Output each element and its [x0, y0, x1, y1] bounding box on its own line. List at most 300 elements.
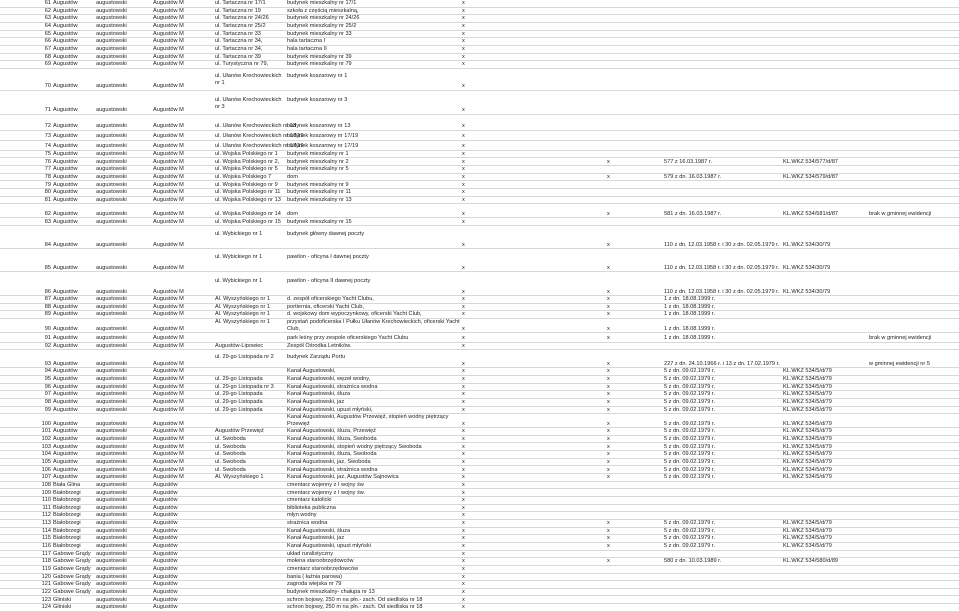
- object-cell: budynek główny dawnej poczty: [287, 231, 365, 238]
- object-cell: budynek koszarowy nr 13: [287, 123, 351, 130]
- city-cell: Augustów: [53, 218, 78, 225]
- commune-cell: Augustów M: [153, 335, 184, 342]
- commune-cell: Augustów M: [153, 241, 184, 248]
- commune-cell: Augustów M: [153, 38, 184, 45]
- register-date-cell: 5 z dn. 09.02.1979 r.: [664, 383, 716, 390]
- row-number: 111: [42, 504, 51, 511]
- county-cell: augustowski: [96, 241, 127, 248]
- commune-cell: Augustów M: [153, 46, 184, 53]
- county-cell: augustowski: [96, 181, 127, 188]
- city-cell: Augustów: [53, 143, 78, 150]
- city-cell: Augustów: [53, 406, 78, 413]
- address-cell: ul. Ułanów Krechowieckich nr 3: [215, 96, 282, 110]
- row-number: 114: [42, 527, 51, 534]
- table-row: [0, 231, 959, 249]
- note-cell: w gminnej ewidencji nr 5: [869, 360, 930, 367]
- mark-cell: x: [462, 451, 465, 458]
- address-cell: ul. Swoboda: [215, 458, 246, 465]
- city-cell: Augustów: [53, 311, 78, 318]
- object-cell: budynek mieszkalny nr 11: [287, 189, 352, 196]
- object-cell: szkoła z częścią mieszkalną,: [287, 7, 359, 14]
- county-cell: augustowski: [96, 466, 127, 473]
- row-number: 64: [44, 23, 51, 30]
- commune-cell: Augustów M: [153, 143, 184, 150]
- mark-cell: x: [462, 143, 465, 150]
- commune-cell: Augustów M: [153, 383, 184, 390]
- object-cell: biblioteka publiczna: [287, 504, 336, 511]
- mark-cell: x: [462, 288, 465, 295]
- mark-cell: x: [462, 123, 465, 130]
- county-cell: augustowski: [96, 360, 127, 367]
- mark-cell: x: [462, 196, 465, 203]
- commune-cell: Augustów M: [153, 61, 184, 68]
- commune-cell: Augustów: [153, 596, 178, 603]
- table-row: [0, 407, 959, 415]
- commune-cell: Augustów: [153, 566, 178, 573]
- county-cell: augustowski: [96, 264, 127, 271]
- register-date-cell: 5 z dn. 09.02.1979 r.: [664, 435, 716, 442]
- commune-cell: Augustów M: [153, 158, 184, 165]
- mark-cell: x: [462, 497, 465, 504]
- object-cell: schron bojowy, 250 m na płn.- zach. Od siedliska nr 18: [287, 596, 423, 603]
- address-cell: ul. Swoboda: [215, 451, 246, 458]
- row-number: 62: [44, 7, 51, 14]
- register-date-cell: 5 z dn. 09.02.1979 r.: [664, 443, 716, 450]
- city-cell: Augustów: [53, 391, 78, 398]
- county-cell: augustowski: [96, 391, 127, 398]
- object-cell: Kanał Augustowski, śluza, Swoboda: [287, 435, 377, 442]
- city-cell: Augustów: [53, 342, 78, 349]
- mark-cell: x: [462, 38, 465, 45]
- mark-cell: x: [462, 588, 465, 595]
- row-number: 87: [44, 296, 51, 303]
- county-cell: augustowski: [96, 458, 127, 465]
- county-cell: augustowski: [96, 46, 127, 53]
- city-cell: Białobrzegi: [53, 512, 81, 519]
- mark-cell: x: [462, 158, 465, 165]
- table-row: [0, 31, 959, 39]
- commune-cell: Augustów M: [153, 218, 184, 225]
- mark-cell: x: [462, 241, 465, 248]
- object-cell: budynek mieszkalny nr 13: [287, 196, 352, 203]
- row-number: 102: [41, 435, 51, 442]
- row-number: 69: [44, 61, 51, 68]
- address-cell: ul. Wybickiego nr 1: [215, 231, 263, 238]
- mark-cell: x: [607, 311, 610, 318]
- object-cell: Kanał Augustowski, jaz: [287, 399, 345, 406]
- object-cell: Kanał Augustowski, jaz, Swoboda: [287, 458, 371, 465]
- register-date-cell: 110 z dn. 12.03.1958 r. i 30 z dn. 02.05.1979 r.: [664, 241, 780, 248]
- object-cell: cmentarz wojenny z I wojny św.: [287, 489, 366, 496]
- city-cell: Augustów: [53, 189, 78, 196]
- county-cell: augustowski: [96, 38, 127, 45]
- object-cell: dom: [287, 173, 298, 180]
- address-cell: ul. Tartaczna nr 39: [215, 53, 261, 60]
- mark-cell: x: [462, 325, 465, 332]
- table-row: [0, 0, 959, 8]
- county-cell: augustowski: [96, 543, 127, 550]
- row-number: 68: [44, 53, 51, 60]
- register-number-cell: KL.WKZ 534/5/d/79: [783, 383, 832, 390]
- address-cell: ul. Tartaczna nr 25/2: [215, 23, 266, 30]
- mark-cell: x: [462, 368, 465, 375]
- row-number: 74: [44, 143, 51, 150]
- mark-cell: x: [462, 399, 465, 406]
- county-cell: augustowski: [96, 406, 127, 413]
- commune-cell: Augustów: [153, 604, 178, 611]
- mark-cell: x: [462, 543, 465, 550]
- address-cell: Al. Wyszyńskiego 1: [215, 474, 264, 481]
- register-date-cell: 5 z dn. 09.02.1979 r.: [664, 391, 716, 398]
- mark-cell: x: [462, 30, 465, 37]
- county-cell: augustowski: [96, 311, 127, 318]
- object-cell: budynek koszarowy nr 17/19: [287, 143, 359, 150]
- table-row: [0, 166, 959, 174]
- county-cell: augustowski: [96, 173, 127, 180]
- object-cell: Zespół Ośrodka Letników.: [287, 342, 352, 349]
- object-cell: hala tartaczna II: [287, 46, 327, 53]
- table-row: [0, 131, 959, 141]
- table-row: [0, 54, 959, 62]
- county-cell: augustowski: [96, 15, 127, 22]
- commune-cell: Augustów: [153, 504, 178, 511]
- commune-cell: Augustów: [153, 481, 178, 488]
- table-row: [0, 551, 959, 559]
- table-row: [0, 535, 959, 543]
- mark-cell: x: [607, 173, 610, 180]
- county-cell: augustowski: [96, 535, 127, 542]
- address-cell: Al. Wyszyńskiego nr 1: [215, 311, 270, 318]
- table-row: [0, 141, 959, 151]
- county-cell: augustowski: [96, 325, 127, 332]
- mark-cell: x: [462, 604, 465, 611]
- object-cell: budynek mieszkalny nr 2: [287, 158, 349, 165]
- register-number-cell: KL.WKZ 534/5/d/79: [783, 451, 832, 458]
- city-cell: Augustów: [53, 325, 78, 332]
- note-cell: brak w gminnej ewidencji: [869, 210, 932, 217]
- table-row: [0, 444, 959, 452]
- county-cell: augustowski: [96, 489, 127, 496]
- note-cell: brak w gminnej ewidencji: [869, 335, 932, 342]
- register-date-cell: 5 z dn. 09.02.1979 r.: [664, 406, 716, 413]
- mark-cell: x: [462, 550, 465, 557]
- county-cell: augustowski: [96, 604, 127, 611]
- register-date-cell: 579 z dn. 16.03.1987 r.: [664, 173, 722, 180]
- commune-cell: Augustów M: [153, 360, 184, 367]
- register-date-cell: 1 z dn. 18.08.1999 r.: [664, 296, 716, 303]
- address-cell: ul. Wojska Polskiego nr 15: [215, 218, 281, 225]
- table-row: [0, 558, 959, 566]
- register-number-cell: KL.WKZ 534/5/d/79: [783, 428, 832, 435]
- table-row: [0, 311, 959, 319]
- commune-cell: Augustów: [153, 543, 178, 550]
- register-number-cell: KL.WKZ 534/579/d/87: [783, 173, 839, 180]
- table-row: [0, 218, 959, 226]
- object-cell: budynek mieszkalny nr 24/26: [287, 15, 360, 22]
- table-row: [0, 319, 959, 333]
- mark-cell: x: [462, 596, 465, 603]
- register-date-cell: 5 z dn. 09.02.1979 r.: [664, 466, 716, 473]
- commune-cell: Augustów: [153, 520, 178, 527]
- mark-cell: x: [607, 241, 610, 248]
- commune-cell: Augustów: [153, 581, 178, 588]
- mark-cell: x: [607, 466, 610, 473]
- address-cell: ul. Wojska Polskiego 7: [215, 173, 272, 180]
- county-cell: augustowski: [96, 288, 127, 295]
- commune-cell: Augustów M: [153, 133, 184, 140]
- object-cell: pawilon - oficyna II dawnej poczty: [287, 278, 371, 285]
- mark-cell: x: [607, 435, 610, 442]
- mark-cell: x: [462, 15, 465, 22]
- county-cell: augustowski: [96, 7, 127, 14]
- county-cell: augustowski: [96, 0, 127, 7]
- row-number: 101: [41, 428, 51, 435]
- object-cell: pawilon - oficyna I dawnej poczty: [287, 254, 369, 261]
- city-cell: Augustów: [53, 443, 78, 450]
- city-cell: Augustów: [53, 23, 78, 30]
- address-cell: ul. Ułanów Krechowieckich nr 13: [215, 123, 296, 130]
- commune-cell: Augustów M: [153, 435, 184, 442]
- city-cell: Gabowe Grądy: [53, 566, 91, 573]
- row-number: 80: [44, 189, 51, 196]
- row-number: 119: [42, 566, 51, 573]
- commune-cell: Augustów M: [153, 7, 184, 14]
- mark-cell: x: [607, 158, 610, 165]
- commune-cell: Augustów: [153, 573, 178, 580]
- mark-cell: x: [462, 61, 465, 68]
- address-cell: ul. Wojska Polskiego nr 5: [215, 166, 278, 173]
- register-date-cell: 227 z dn. 24.10.1966 r. i 13 z dn. 17.02.1979 r.: [664, 360, 780, 367]
- city-cell: Augustów: [53, 0, 78, 7]
- mark-cell: x: [607, 303, 610, 310]
- commune-cell: Augustów M: [153, 342, 184, 349]
- address-cell: Augustów-Lipowiec: [215, 342, 264, 349]
- object-cell: budynek mieszkalny nr 15: [287, 218, 352, 225]
- address-cell: ul. Wojska Polskiego nr 14: [215, 210, 281, 217]
- mark-cell: x: [607, 335, 610, 342]
- city-cell: Gabowe Grądy: [53, 588, 91, 595]
- county-cell: augustowski: [96, 23, 127, 30]
- table-row: [0, 497, 959, 505]
- commune-cell: Augustów: [153, 550, 178, 557]
- county-cell: augustowski: [96, 550, 127, 557]
- register-date-cell: 110 z dn. 12.03.1958 r. i 30 z dn. 02.05.1979 r.: [664, 264, 780, 271]
- row-number: 79: [44, 181, 51, 188]
- table-row: [0, 604, 959, 612]
- table-row: [0, 189, 959, 197]
- row-number: 91: [44, 335, 51, 342]
- address-cell: ul. Ułanów Krechowieckich nr 1: [215, 72, 282, 86]
- address-cell: ul. Wojska Polskiego nr 11: [215, 189, 281, 196]
- mark-cell: x: [462, 376, 465, 383]
- object-cell: budynek mieszkalny nr 1: [287, 150, 349, 157]
- row-number: 118: [42, 558, 51, 565]
- mark-cell: x: [462, 181, 465, 188]
- register-number-cell: KL.WKZ 534/581/d/87: [783, 210, 839, 217]
- commune-cell: Augustów M: [153, 30, 184, 37]
- table-row: [0, 159, 959, 167]
- object-cell: Kanał Augustowski,: [287, 368, 336, 375]
- row-number: 106: [41, 466, 51, 473]
- mark-cell: x: [462, 360, 465, 367]
- table-row: [0, 459, 959, 467]
- commune-cell: Augustów M: [153, 443, 184, 450]
- object-cell: dom: [287, 210, 298, 217]
- table-row: [0, 23, 959, 31]
- city-cell: Augustów: [53, 335, 78, 342]
- address-cell: ul. Tartaczna nr 34,: [215, 38, 263, 45]
- table-row: [0, 543, 959, 551]
- row-number: 63: [44, 15, 51, 22]
- county-cell: augustowski: [96, 133, 127, 140]
- object-cell: Kanał Augustowski, jaz: [287, 535, 345, 542]
- table-row: [0, 46, 959, 54]
- mark-cell: x: [462, 107, 465, 114]
- address-cell: ul. 29-go Listopada: [215, 399, 263, 406]
- address-cell: ul. Wojska Polskiego nr 9: [215, 181, 278, 188]
- county-cell: augustowski: [96, 399, 127, 406]
- address-cell: ul. Wojska Polskiego nr 13: [215, 196, 281, 203]
- table-row: [0, 512, 959, 520]
- county-cell: augustowski: [96, 512, 127, 519]
- city-cell: Augustów: [53, 264, 78, 271]
- object-cell: Kanał Augustowski, stopień wodny piętrzący Swoboda: [287, 443, 422, 450]
- row-number: 107: [41, 474, 51, 481]
- object-cell: budynek mieszkalny nr 5: [287, 166, 349, 173]
- commune-cell: Augustów M: [153, 107, 184, 114]
- mark-cell: x: [462, 0, 465, 7]
- city-cell: Białobrzegi: [53, 527, 81, 534]
- row-number: 65: [44, 30, 51, 37]
- mark-cell: x: [462, 466, 465, 473]
- row-number: 75: [44, 150, 51, 157]
- table-row: [0, 197, 959, 205]
- commune-cell: Augustów: [153, 535, 178, 542]
- county-cell: augustowski: [96, 573, 127, 580]
- register-number-cell: KL.WKZ 534/5/d/79: [783, 368, 832, 375]
- register-number-cell: KL.WKZ 534/5/d/79: [783, 543, 832, 550]
- object-cell: budynek mieszkalny nr 39: [287, 53, 352, 60]
- commune-cell: Augustów: [153, 512, 178, 519]
- commune-cell: Augustów M: [153, 189, 184, 196]
- register-date-cell: 1 z dn. 18.08.1999 r.: [664, 325, 716, 332]
- mark-cell: x: [462, 383, 465, 390]
- object-cell: bania ( łaźnia parowa): [287, 573, 343, 580]
- row-number: 105: [41, 458, 51, 465]
- mark-cell: x: [607, 360, 610, 367]
- row-number: 108: [41, 481, 51, 488]
- commune-cell: Augustów M: [153, 288, 184, 295]
- mark-cell: x: [462, 420, 465, 427]
- county-cell: augustowski: [96, 420, 127, 427]
- row-number: 94: [44, 368, 51, 375]
- row-number: 95: [44, 376, 51, 383]
- register-number-cell: KL.WKZ 534/5/d/79: [783, 443, 832, 450]
- mark-cell: x: [462, 391, 465, 398]
- city-cell: Białobrzegi: [53, 497, 81, 504]
- register-date-cell: 1 z dn. 18.08.1999 r.: [664, 303, 716, 310]
- address-cell: ul. Wybickiego nr 1: [215, 254, 263, 261]
- mark-cell: x: [607, 391, 610, 398]
- table-row: [0, 97, 959, 115]
- row-number: 115: [42, 535, 51, 542]
- county-cell: augustowski: [96, 107, 127, 114]
- commune-cell: Augustów M: [153, 181, 184, 188]
- city-cell: Gabowe Grądy: [53, 558, 91, 565]
- row-number: 123: [41, 596, 51, 603]
- county-cell: augustowski: [96, 335, 127, 342]
- table-row: [0, 505, 959, 513]
- table-row: [0, 428, 959, 436]
- object-cell: budynek koszarowy nr 1: [287, 72, 348, 79]
- register-number-cell: KL.WKZ 534/5/d/79: [783, 527, 832, 534]
- mark-cell: x: [462, 46, 465, 53]
- county-cell: augustowski: [96, 504, 127, 511]
- city-cell: Augustów: [53, 241, 78, 248]
- mark-cell: x: [607, 368, 610, 375]
- row-number: 72: [44, 123, 51, 130]
- mark-cell: x: [607, 474, 610, 481]
- table-row: [0, 520, 959, 528]
- object-cell: zagroda wiejska nr 79: [287, 581, 342, 588]
- county-cell: augustowski: [96, 558, 127, 565]
- mark-cell: x: [607, 458, 610, 465]
- register-number-cell: KL.WKZ 534/5/d/79: [783, 535, 832, 542]
- city-cell: Augustów: [53, 53, 78, 60]
- row-number: 96: [44, 383, 51, 390]
- county-cell: augustowski: [96, 481, 127, 488]
- row-number: 90: [44, 325, 51, 332]
- address-cell: ul. Tartaczna nr 19: [215, 7, 261, 14]
- row-number: 104: [41, 451, 51, 458]
- city-cell: Augustów: [53, 210, 78, 217]
- row-number: 73: [44, 133, 51, 140]
- object-cell: Kanał Augustowski, śluza: [287, 527, 351, 534]
- mark-cell: x: [462, 264, 465, 271]
- address-cell: ul. 29-go Listopada nr 2: [215, 354, 274, 361]
- mark-cell: x: [462, 428, 465, 435]
- table-row: [0, 391, 959, 399]
- mark-cell: x: [462, 481, 465, 488]
- city-cell: Augustów: [53, 181, 78, 188]
- register-date-cell: 110 z dn. 12.03.1958 r. i 30 z dn. 02.05.1979 r.: [664, 288, 780, 295]
- register-date-cell: 5 z dn. 09.02.1979 r.: [664, 420, 716, 427]
- city-cell: Gabowe Grądy: [53, 573, 91, 580]
- table-row: [0, 343, 959, 351]
- object-cell: Kanał Augustowski, śluza: [287, 391, 351, 398]
- row-number: 117: [42, 550, 51, 557]
- table-row: [0, 121, 959, 131]
- register-number-cell: KL.WKZ 534/5/d/79: [783, 435, 832, 442]
- address-cell: ul. Turystyczna nr 79,: [215, 61, 269, 68]
- object-cell: budynek koszarowy nr 3: [287, 96, 348, 103]
- row-number: 76: [44, 158, 51, 165]
- table-row: [0, 399, 959, 407]
- row-number: 121: [41, 581, 51, 588]
- row-number: 85: [44, 264, 51, 271]
- mark-cell: x: [607, 443, 610, 450]
- county-cell: augustowski: [96, 451, 127, 458]
- city-cell: Augustów: [53, 435, 78, 442]
- register-number-cell: KL.WKZ 534/580/d/89: [783, 558, 839, 565]
- mark-cell: x: [607, 520, 610, 527]
- city-cell: Gabowe Grądy: [53, 550, 91, 557]
- object-cell: budynek mieszkalny- chałupa nr 13: [287, 588, 375, 595]
- county-cell: augustowski: [96, 83, 127, 90]
- object-cell: hala tartaczna I: [287, 38, 326, 45]
- register-number-cell: KL.WKZ 534/5/d/79: [783, 520, 832, 527]
- city-cell: Augustów: [53, 123, 78, 130]
